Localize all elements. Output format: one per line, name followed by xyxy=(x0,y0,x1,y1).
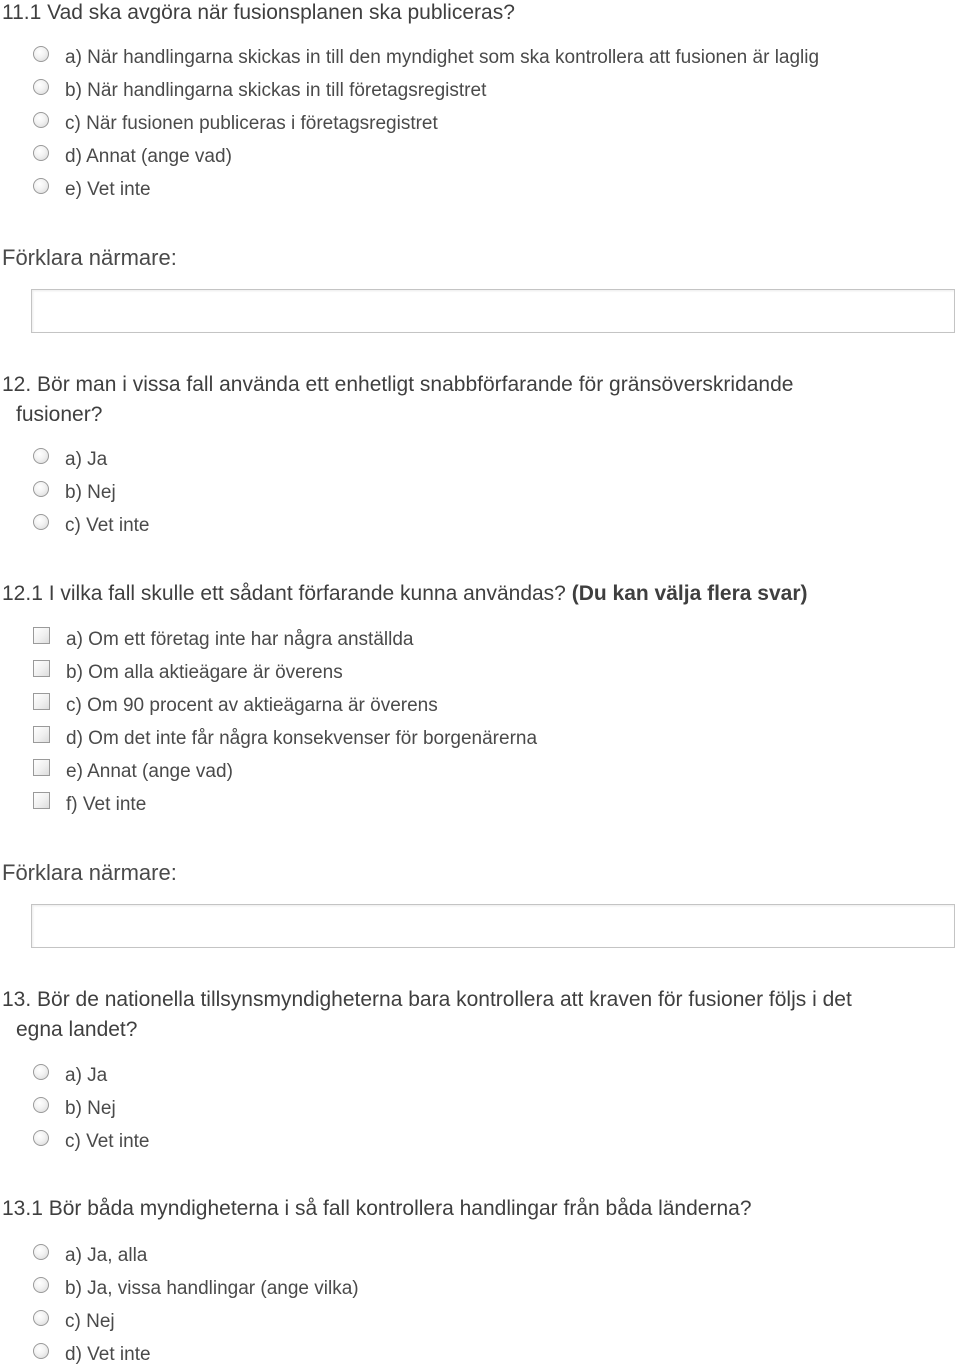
radio-button[interactable] xyxy=(33,514,49,530)
option-label: a) Ja xyxy=(65,1064,108,1086)
radio-button[interactable] xyxy=(33,1064,49,1080)
option-12-1-a[interactable] xyxy=(33,623,537,656)
option-label: b) Ja, vissa handlingar (ange vilka) xyxy=(65,1277,359,1299)
checkbox[interactable] xyxy=(33,660,50,677)
option-12-a[interactable] xyxy=(33,443,150,476)
radio-button[interactable] xyxy=(33,112,49,128)
option-13-b[interactable] xyxy=(33,1092,150,1125)
option-11-1-e[interactable] xyxy=(33,173,819,206)
option-12-1-e[interactable] xyxy=(33,755,537,788)
option-label: f) Vet inte xyxy=(66,793,147,815)
question-title-text: 11.1 Vad ska avgöra när fusionsplanen ska publiceras? xyxy=(2,1,515,24)
question-title-text: 13.1 Bör båda myndigheterna i så fall kontrollera handlingar från båda länderna? xyxy=(2,1197,752,1220)
explain-text-field-11-1[interactable] xyxy=(31,289,955,333)
question-12-title xyxy=(2,370,793,430)
radio-button[interactable] xyxy=(33,1343,49,1359)
radio-button[interactable] xyxy=(33,448,49,464)
option-label: a) Ja xyxy=(65,448,108,470)
option-label: b) Nej xyxy=(65,481,116,503)
option-label: b) När handlingarna skickas in till företagsregistret xyxy=(65,79,487,101)
option-label: d) Annat (ange vad) xyxy=(65,145,232,167)
option-label: d) Om det inte får några konsekvenser för borgenärerna xyxy=(66,727,538,749)
radio-button[interactable] xyxy=(33,1277,49,1293)
explain-label-12-1: Förklara närmare: xyxy=(2,860,177,885)
question-13-options xyxy=(33,1059,150,1158)
option-13-c[interactable] xyxy=(33,1125,150,1158)
question-12-1-title xyxy=(2,579,808,609)
option-label: c) När fusionen publiceras i företagsregistret xyxy=(65,112,438,134)
question-title-line1: 13. Bör de nationella tillsynsmyndigheterna bara kontrollera att kraven för fusioner följs i det xyxy=(2,988,852,1011)
option-11-1-a[interactable] xyxy=(33,41,819,74)
radio-button[interactable] xyxy=(33,1130,49,1146)
option-label: e) Vet inte xyxy=(65,178,151,200)
question-13-1-title xyxy=(2,1194,752,1224)
option-12-b[interactable] xyxy=(33,476,150,509)
checkbox[interactable] xyxy=(33,759,50,776)
explain-text-field-12-1[interactable] xyxy=(31,904,955,948)
option-12-1-d[interactable] xyxy=(33,722,537,755)
option-label: b) Om alla aktieägare är överens xyxy=(66,661,343,683)
option-11-1-d[interactable] xyxy=(33,140,819,173)
option-label: c) Vet inte xyxy=(65,1130,150,1152)
option-label: b) Nej xyxy=(65,1097,116,1119)
option-label: a) När handlingarna skickas in till den myndighet som ska kontrollera att fusionen är laglig xyxy=(65,46,820,68)
radio-button[interactable] xyxy=(33,46,49,62)
radio-button[interactable] xyxy=(33,79,49,95)
radio-button[interactable] xyxy=(33,1097,49,1113)
option-label: c) Vet inte xyxy=(65,514,150,536)
checkbox[interactable] xyxy=(33,693,50,710)
option-label: e) Annat (ange vad) xyxy=(66,760,233,782)
question-title-line2: fusioner? xyxy=(16,403,103,426)
radio-button[interactable] xyxy=(33,481,49,497)
question-title-text: 12.1 I vilka fall skulle ett sådant förfarande kunna användas? xyxy=(2,582,566,605)
question-title-line2: egna landet? xyxy=(16,1018,138,1041)
question-11-1-options xyxy=(33,41,819,206)
question-13-1-options xyxy=(33,1239,359,1367)
question-12-1-options xyxy=(33,623,537,821)
checkbox[interactable] xyxy=(33,627,50,644)
question-11-1-title xyxy=(2,0,515,28)
option-label: c) Nej xyxy=(65,1310,115,1332)
option-11-1-c[interactable] xyxy=(33,107,819,140)
question-13-title xyxy=(2,985,852,1045)
option-label: a) Om ett företag inte har några anställda xyxy=(66,628,414,650)
option-label: c) Om 90 procent av aktieägarna är överens xyxy=(66,694,438,716)
option-13-1-c[interactable] xyxy=(33,1305,359,1338)
question-12-options xyxy=(33,443,150,542)
radio-button[interactable] xyxy=(33,1244,49,1260)
checkbox[interactable] xyxy=(33,726,50,743)
radio-button[interactable] xyxy=(33,145,49,161)
option-12-1-b[interactable] xyxy=(33,656,537,689)
radio-button[interactable] xyxy=(33,178,49,194)
checkbox[interactable] xyxy=(33,792,50,809)
option-12-1-c[interactable] xyxy=(33,689,537,722)
option-13-a[interactable] xyxy=(33,1059,150,1092)
option-12-1-f[interactable] xyxy=(33,788,537,821)
option-13-1-a[interactable] xyxy=(33,1239,359,1272)
option-label: d) Vet inte xyxy=(65,1343,151,1365)
option-12-c[interactable] xyxy=(33,509,150,542)
explain-label-11-1: Förklara närmare: xyxy=(2,245,177,270)
option-11-1-b[interactable] xyxy=(33,74,819,107)
option-13-1-b[interactable] xyxy=(33,1272,359,1305)
radio-button[interactable] xyxy=(33,1310,49,1326)
option-13-1-d[interactable] xyxy=(33,1338,359,1367)
question-hint: (Du kan välja flera svar) xyxy=(571,582,808,605)
option-label: a) Ja, alla xyxy=(65,1244,148,1266)
question-title-line1: 12. Bör man i vissa fall använda ett enhetligt snabbförfarande för gränsöverskridande xyxy=(2,373,794,396)
